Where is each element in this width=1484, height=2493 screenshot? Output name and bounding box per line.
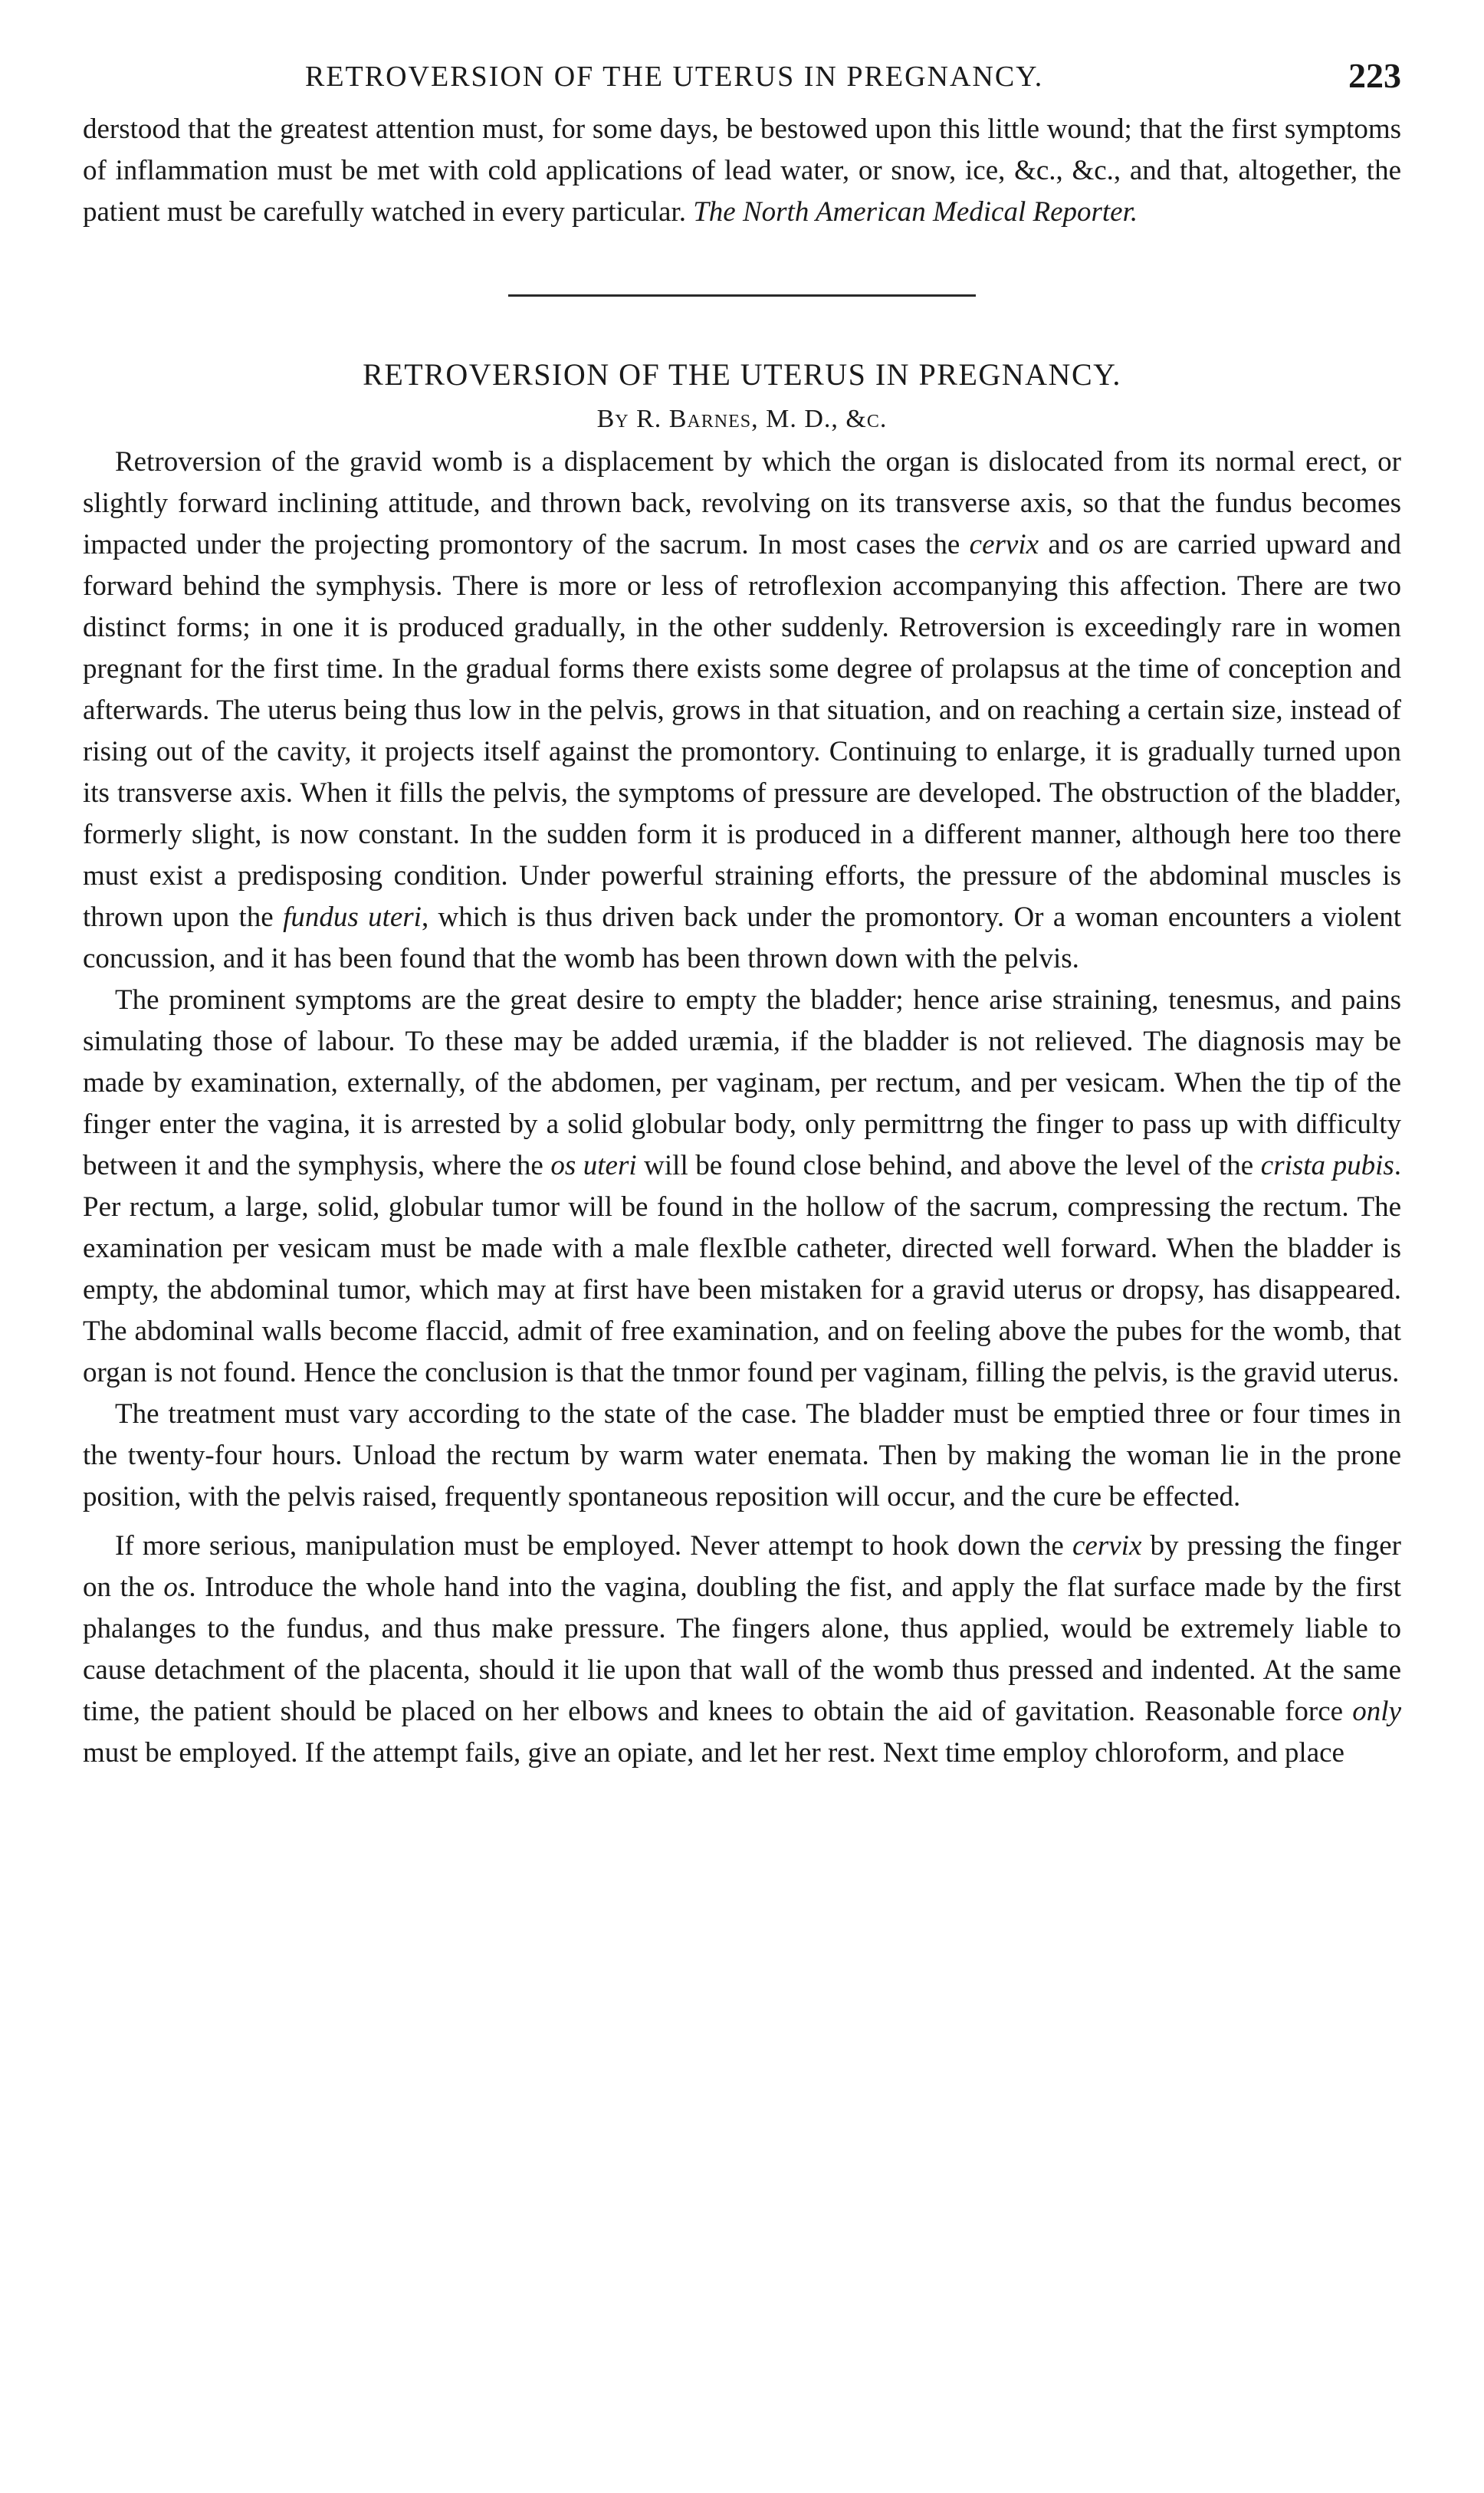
paragraph-3 [83, 1394, 1401, 1518]
paragraph-4-text-1: If more serious, manipulation must be employed. Never attempt to hook down the [115, 1530, 1072, 1562]
term-os: os [1098, 529, 1124, 560]
paragraph-1-text-1: Retroversion of the gravid womb is a displacement by which the organ is dislocated from its normal erect, or slightly forward inclining attitude, and thrown back, revolving on its transverse axis, so that the fundus becomes impacted under the projecting promontory of the sacrum. In most cases the [83, 446, 1401, 560]
section-divider [508, 294, 976, 297]
term-cervix-2: cervix [1072, 1530, 1142, 1562]
paragraph-1 [83, 442, 1401, 980]
term-crista-pubis: crista pubis [1260, 1150, 1394, 1181]
term-os-2: os [163, 1572, 189, 1603]
paragraph-1-text-4: , which is thus driven back under the promontory. Or a woman encounters a violent concussion, and it has been found that the womb has been thrown down with the pelvis. [83, 902, 1401, 974]
page-number: 223 [1348, 56, 1401, 95]
author-name: R. Barnes, M. D., &c. [636, 405, 888, 433]
paragraph-1-text-2: and [1039, 529, 1099, 560]
document-page [83, 56, 1402, 1774]
previous-article-ending [83, 109, 1401, 233]
paragraph-4 [83, 1526, 1401, 1774]
paragraph-1-text-3: are carried upward and forward behind the symphysis. There is more or less of retroflexion accompanying this affection. There are two distinct forms; in one it is produced gradually, in the other suddenly. Retroversion is exceedingly rare in women pregnant for the first time. In the gradual forms there exists some degree of prolapsus at the time of conception and afterwards. The uterus being thus low in the pelvis, grows in that situation, and on reaching a certain size, instead of rising out of the cavity, it projects itself against the promontory. Continuing to enlarge, it is gradually turned upon its transverse axis. When it fills the pelvis, the symptoms of pressure are developed. The obstruction of the bladder, formerly slight, is now constant. In the sudden form it is produced in a different manner, although here too there must exist a predisposing condition. Under powerful straining efforts, the pressure of the abdominal muscles is thrown upon the [83, 529, 1401, 933]
byline-prefix: By [596, 405, 629, 433]
paragraph-4-text-2: by pressing the finger on the [83, 1530, 1401, 1603]
paragraph-gap [83, 1518, 1401, 1526]
paragraph-3-text-1: The treatment must vary according to the state of the case. The bladder must be emptied three or four times in the twenty-four hours. Unload the rectum by warm water enemata. Then by making the woman lie in the prone position, with the pelvis raised, frequently spontaneous reposition will occur, and the cure be effected. [83, 1398, 1401, 1513]
article-title: RETROVERSION OF THE UTERUS IN PREGNANCY. [363, 357, 1121, 392]
previous-article-text: derstood that the greatest attention must, for some days, be bestowed upon this little wound; that the first symptoms of inflammation must be met with cold applications of lead water, or snow, ice, &c., &c., and that, altogether, the patient must be carefully watched in every particular. [83, 113, 1401, 228]
byline [83, 405, 1401, 434]
paragraph-2 [83, 980, 1401, 1394]
paragraph-2-text-3: . Per rectum, a large, solid, globular tumor will be found in the hollow of the sacrum, compressing the rectum. The examination per vesicam must be made with a male flexIble catheter, directed well forward. When the bladder is empty, the abdominal tumor, which may at first have been mistaken for a gravid uterus or dropsy, has disappeared. The abdominal walls become flaccid, admit of free examination, and on feeling above the pubes for the womb, that organ is not found. Hence the conclusion is that the tnmor found per vaginam, filling the pelvis, is the gravid uterus. [83, 1150, 1402, 1388]
running-header [83, 56, 1401, 109]
paragraph-4-text-3: . Introduce the whole hand into the vagina, doubling the fist, and apply the flat surface made by the first phalanges to the fundus, and thus make pressure. The fingers alone, thus applied, would be extremely liable to cause detachment of the placenta, should it lie upon that wall of the womb thus pressed and indented. At the same time, the patient should be placed on her elbows and knees to obtain the aid of gavitation. Reasonable force [83, 1572, 1402, 1727]
term-only: only [1352, 1696, 1401, 1727]
paragraph-4-text-4: must be employed. If the attempt fails, give an opiate, and let her rest. Next time employ chloroform, and place [83, 1737, 1344, 1769]
term-cervix: cervix [969, 529, 1039, 560]
term-fundus-uteri: fundus uteri [283, 902, 422, 933]
source-citation: The North American Medical Reporter. [693, 196, 1138, 228]
paragraph-2-text-2: will be found close behind, and above the level of the [636, 1150, 1261, 1181]
term-os-uteri: os uteri [550, 1150, 637, 1181]
running-title: RETROVERSION OF THE UTERUS IN PREGNANCY. [305, 61, 1044, 93]
paragraph-2-text-1: The prominent symptoms are the great desire to empty the bladder; hence arise straining, tenesmus, and pains simulating those of labour. To these may be added uræmia, if the bladder is not relieved. The diagnosis may be made by examination, externally, of the abdomen, per vaginam, per rectum, and per vesicam. When the tip of the finger enter the vagina, it is arrested by a solid globular body, only permittrng the finger to pass up with difficulty between it and the symphysis, where the [83, 984, 1401, 1181]
